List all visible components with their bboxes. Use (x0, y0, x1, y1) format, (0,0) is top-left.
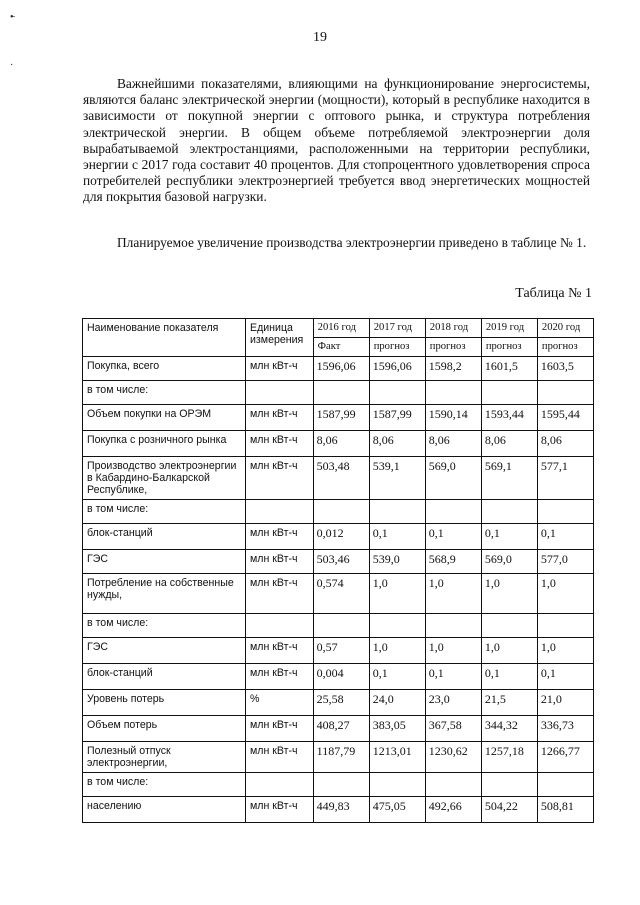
row-name: Полезный отпуск электроэнергии, (83, 742, 246, 773)
row-name: Уровень потерь (83, 690, 246, 716)
row-value (425, 773, 481, 797)
row-value: 1187,79 (313, 742, 369, 773)
row-value (369, 773, 425, 797)
row-value: 0,1 (369, 664, 425, 690)
row-value: 569,1 (481, 457, 537, 500)
row-value: 1598,2 (425, 357, 481, 381)
row-value (313, 500, 369, 524)
header-type: прогноз (425, 338, 481, 357)
table-row (83, 381, 594, 405)
table-row (83, 405, 594, 431)
table-row (83, 638, 594, 664)
row-value: 539,1 (369, 457, 425, 500)
row-value: 503,48 (313, 457, 369, 500)
row-value: 0,574 (313, 574, 369, 614)
row-unit: млн кВт-ч (246, 574, 314, 614)
row-unit: млн кВт-ч (246, 638, 314, 664)
row-value: 367,58 (425, 716, 481, 742)
row-unit: млн кВт-ч (246, 664, 314, 690)
paragraph-1-text: Важнейшими показателями, влияющими на функционирование энергосистемы, являются баланс электрической энергии (мощности), который в республике находится в зависимости от покупной энергии с оптового рынка, и структура потребления электрической энергии. В общем объеме потребляемой электроэнергии доля вырабатываемой электростанциями, расположенными на территории республики, энергии с 2017 года составит 40 процентов. Для стопроцентного удовлетворения спроса потребителей республики электроэнергией требуется ввод энергетических мощностей для покрытия базовой нагрузки. (83, 76, 590, 205)
table-header-row (83, 319, 594, 338)
row-value: 569,0 (481, 550, 537, 574)
row-value: 21,0 (537, 690, 593, 716)
row-value: 1,0 (369, 638, 425, 664)
row-value: 1,0 (537, 638, 593, 664)
row-value: 1587,99 (313, 405, 369, 431)
row-value: 8,06 (481, 431, 537, 457)
row-value (425, 381, 481, 405)
row-value: 21,5 (481, 690, 537, 716)
row-value (481, 614, 537, 638)
header-year: 2017 год (369, 319, 425, 338)
row-value: 475,05 (369, 797, 425, 823)
row-name: в том числе: (83, 500, 246, 524)
table-row (83, 664, 594, 690)
row-unit: % (246, 690, 314, 716)
table-row (83, 357, 594, 381)
row-value: 1595,44 (537, 405, 593, 431)
row-value: 1266,77 (537, 742, 593, 773)
row-name: Потребление на собственные нужды, (83, 574, 246, 614)
table-row (83, 574, 594, 614)
row-unit (246, 381, 314, 405)
row-value (313, 614, 369, 638)
row-value: 408,27 (313, 716, 369, 742)
row-value: 539,0 (369, 550, 425, 574)
row-value (537, 500, 593, 524)
row-name: Производство электроэнергии в Кабардино-Балкарской Республике, (83, 457, 246, 500)
row-unit (246, 614, 314, 638)
row-value: 383,05 (369, 716, 425, 742)
table-row (83, 690, 594, 716)
row-value: 1593,44 (481, 405, 537, 431)
row-value (537, 773, 593, 797)
row-value: 336,73 (537, 716, 593, 742)
header-type: Факт (313, 338, 369, 357)
row-value: 504,22 (481, 797, 537, 823)
row-value (369, 381, 425, 405)
row-name: ГЭС (83, 638, 246, 664)
table-row (83, 431, 594, 457)
row-name: блок-станций (83, 664, 246, 690)
row-value (481, 381, 537, 405)
row-value: 1590,14 (425, 405, 481, 431)
header-unit: Единица измерения (246, 319, 314, 357)
row-name: в том числе: (83, 614, 246, 638)
header-type: прогноз (537, 338, 593, 357)
row-value: 0,1 (425, 524, 481, 550)
paragraph-1 (83, 76, 590, 206)
row-value (537, 614, 593, 638)
row-name: Объем покупки на ОРЭМ (83, 405, 246, 431)
row-name: Покупка, всего (83, 357, 246, 381)
row-value: 569,0 (425, 457, 481, 500)
row-value (425, 500, 481, 524)
row-value: 23,0 (425, 690, 481, 716)
row-name: ГЭС (83, 550, 246, 574)
row-value: 1257,18 (481, 742, 537, 773)
row-value (425, 614, 481, 638)
row-unit: млн кВт-ч (246, 716, 314, 742)
row-value: 577,0 (537, 550, 593, 574)
row-value (481, 773, 537, 797)
row-value: 1230,62 (425, 742, 481, 773)
table-row (83, 773, 594, 797)
row-value: 24,0 (369, 690, 425, 716)
row-name: в том числе: (83, 381, 246, 405)
header-year: 2016 год (313, 319, 369, 338)
row-value: 8,06 (537, 431, 593, 457)
scan-mark: · (10, 60, 14, 71)
row-unit: млн кВт-ч (246, 357, 314, 381)
paragraph-2 (83, 235, 590, 251)
row-value: 0,1 (537, 524, 593, 550)
row-value: 0,57 (313, 638, 369, 664)
row-value: 0,1 (537, 664, 593, 690)
table-row (83, 457, 594, 500)
row-value: 1603,5 (537, 357, 593, 381)
table-row (83, 524, 594, 550)
header-year: 2018 год (425, 319, 481, 338)
row-unit: млн кВт-ч (246, 797, 314, 823)
row-value (481, 500, 537, 524)
row-unit: млн кВт-ч (246, 550, 314, 574)
table-row (83, 550, 594, 574)
row-value (313, 773, 369, 797)
row-value: 0,1 (481, 664, 537, 690)
scan-mark: •̵ (10, 12, 14, 23)
row-name: Объем потерь (83, 716, 246, 742)
row-name: Покупка с розничного рынка (83, 431, 246, 457)
row-value (369, 500, 425, 524)
row-value: 8,06 (425, 431, 481, 457)
header-type: прогноз (369, 338, 425, 357)
row-value: 1596,06 (313, 357, 369, 381)
header-year: 2019 год (481, 319, 537, 338)
paragraph-2-text: Планируемое увеличение производства электроэнергии приведено в таблице № 1. (117, 235, 587, 250)
table-caption: Таблица № 1 (515, 286, 592, 301)
row-unit: млн кВт-ч (246, 405, 314, 431)
row-name: блок-станций (83, 524, 246, 550)
header-name: Наименование показателя (83, 319, 246, 357)
row-name: населению (83, 797, 246, 823)
row-value: 1,0 (537, 574, 593, 614)
row-value: 0,1 (481, 524, 537, 550)
row-value: 503,46 (313, 550, 369, 574)
row-value: 0,012 (313, 524, 369, 550)
header-year: 2020 год (537, 319, 593, 338)
table-row (83, 797, 594, 823)
table-row (83, 614, 594, 638)
row-unit: млн кВт-ч (246, 457, 314, 500)
table-row (83, 716, 594, 742)
row-value: 1596,06 (369, 357, 425, 381)
row-unit (246, 773, 314, 797)
header-type: прогноз (481, 338, 537, 357)
row-value (537, 381, 593, 405)
row-unit: млн кВт-ч (246, 742, 314, 773)
row-value: 0,1 (369, 524, 425, 550)
row-value: 8,06 (369, 431, 425, 457)
row-value: 1,0 (425, 574, 481, 614)
row-name: в том числе: (83, 773, 246, 797)
row-value: 492,66 (425, 797, 481, 823)
row-unit: млн кВт-ч (246, 431, 314, 457)
table-row (83, 742, 594, 773)
row-value: 1587,99 (369, 405, 425, 431)
row-value: 0,1 (425, 664, 481, 690)
row-value: 1,0 (425, 638, 481, 664)
row-value: 25,58 (313, 690, 369, 716)
row-value: 8,06 (313, 431, 369, 457)
row-value: 449,83 (313, 797, 369, 823)
row-value: 1,0 (369, 574, 425, 614)
row-value: 508,81 (537, 797, 593, 823)
row-unit: млн кВт-ч (246, 524, 314, 550)
row-value: 1,0 (481, 638, 537, 664)
row-value: 1601,5 (481, 357, 537, 381)
row-value: 577,1 (537, 457, 593, 500)
row-value (313, 381, 369, 405)
table-row (83, 500, 594, 524)
row-value: 1,0 (481, 574, 537, 614)
page-number: 19 (313, 30, 327, 45)
data-table (82, 318, 594, 823)
row-unit (246, 500, 314, 524)
row-value: 344,32 (481, 716, 537, 742)
row-value: 1213,01 (369, 742, 425, 773)
row-value (369, 614, 425, 638)
row-value: 568,9 (425, 550, 481, 574)
row-value: 0,004 (313, 664, 369, 690)
